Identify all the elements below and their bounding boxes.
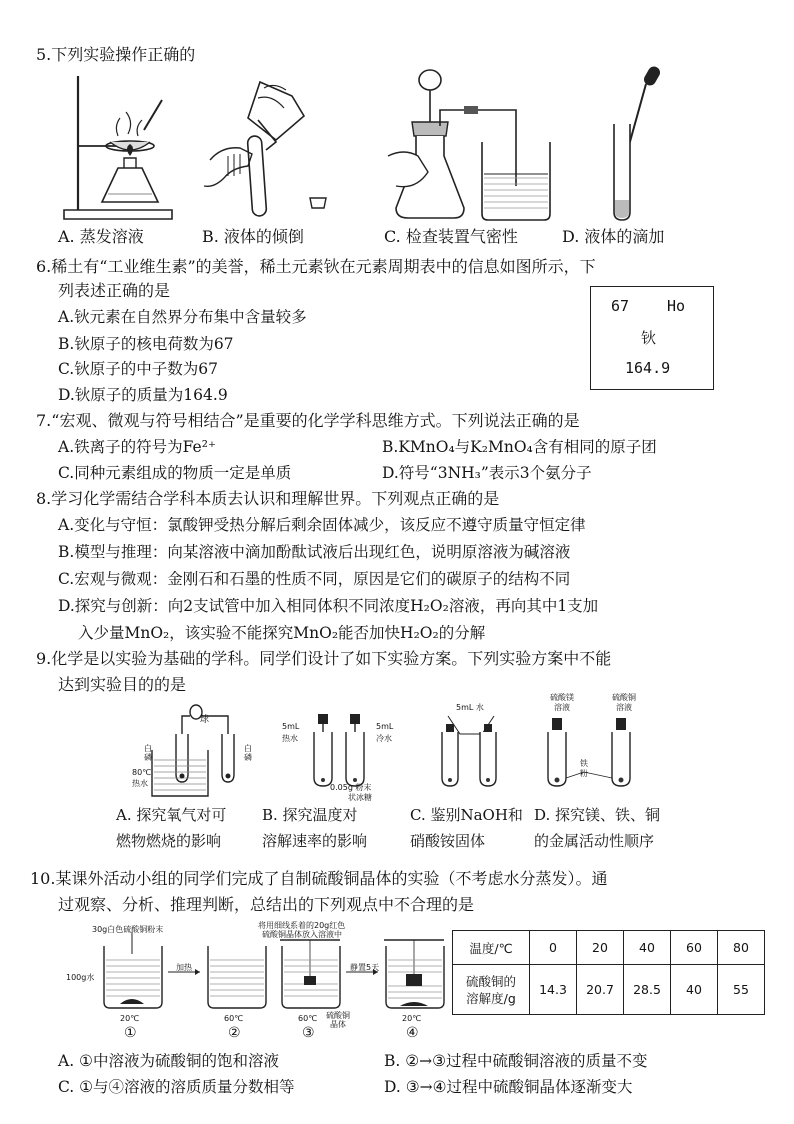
element-name: 钬: [641, 329, 657, 347]
q9d-cuso4-line2: 溶液: [616, 703, 632, 712]
q6-stem-line2: 列表述正确的是: [58, 281, 171, 300]
q6-option-a: A.钬元素在自然界分布集中含量较多: [58, 308, 307, 326]
q9-stem-line2: 达到实验目的的是: [58, 675, 187, 694]
airtightness-illustration: [384, 66, 554, 224]
dropper-illustration: [604, 64, 664, 224]
element-info-box: [590, 286, 714, 390]
q5-option-b: B. 液体的倾倒: [202, 227, 304, 246]
q8-option-c: C.宏观与微观：金刚石和石墨的性质不同，原因是它们的碳原子的结构不同: [58, 570, 571, 588]
q5-option-d: D. 液体的滴加: [562, 227, 665, 246]
solubility-header-line2: 溶解度/g: [466, 990, 516, 1006]
q7-option-b: B.KMnO₄与K₂MnO₄含有相同的原子团: [382, 438, 657, 456]
q6-option-c: C.钬原子的中子数为67: [58, 360, 218, 378]
q9d-cuso4-line1: 硫酸铜: [612, 693, 636, 702]
q9b-5ml-hot: 5mL: [282, 722, 300, 731]
q9b-cold-water: 冷水: [376, 734, 392, 743]
solubility-table: [452, 930, 765, 1015]
temp-cell: 80: [718, 931, 765, 965]
solubility-cell: 14.3: [530, 965, 577, 1015]
q9c-5ml-water: 5mL 水: [456, 703, 484, 712]
q9b-dissolving-illustration: [300, 712, 380, 792]
atomic-mass: 164.9: [625, 359, 671, 377]
q9d-iron-line2: 粉: [580, 769, 588, 778]
temperature-header: 温度/℃: [453, 931, 530, 965]
q10-temp-4: 20℃: [402, 1014, 422, 1023]
q10-hang-label-line2: 硫酸铜晶体放入溶液中: [262, 930, 342, 939]
q7-stem: 7.“宏观、微观与符号相结合”是重要的化学学科思维方式。下列说法正确的是: [36, 411, 580, 430]
q9a-combustion-illustration: [144, 700, 254, 800]
q5-option-a: A. 蒸发溶液: [58, 227, 144, 246]
temp-cell: 40: [624, 931, 671, 965]
solubility-cell: 20.7: [577, 965, 624, 1015]
q10-option-b: B. ②→③过程中硫酸铜溶液的质量不变: [384, 1052, 648, 1070]
q10-step-4: ④: [406, 1025, 419, 1041]
q6-stem-line1: 6.稀土有“工业维生素”的美誉，稀土元素钬在元素周期表中的信息如图所示，下: [36, 257, 596, 276]
q10-option-d: D. ③→④过程中硫酸铜晶体逐渐变大: [384, 1078, 633, 1096]
solubility-cell: 55: [718, 965, 765, 1015]
q10-crystal-label-line1: 硫酸铜: [326, 1011, 350, 1020]
q8-option-d-line2: 入少量MnO₂，该实验不能探究MnO₂能否加快H₂O₂的分解: [78, 624, 486, 642]
q9b-sugar-line2: 状冰糖: [348, 793, 372, 802]
q8-option-d: D.探究与创新：向2支试管中加入相同体积不同浓度H₂O₂溶液，再向其中1支加: [58, 597, 599, 615]
q10-temp-1: 20℃: [120, 1014, 140, 1023]
atomic-number: 67: [611, 297, 630, 315]
q5-option-c: C. 检查装置气密性: [384, 227, 518, 246]
solubility-cell: 40: [671, 965, 718, 1015]
q9d-iron-line1: 铁: [580, 759, 588, 768]
q9a-white-phosphorus-left: 白磷: [144, 744, 152, 762]
q10-water-label: 100g水: [66, 973, 95, 982]
q9c-identify-illustration: [436, 712, 506, 792]
q5-stem: 5.下列实验操作正确的: [36, 45, 196, 64]
q9-caption-b-line1: B. 探究温度对: [262, 806, 358, 824]
solubility-header-line1: 硫酸铜的: [465, 973, 516, 989]
q7-option-c: C.同种元素组成的物质一定是单质: [58, 464, 292, 482]
q10-option-c: C. ①与④溶液的溶质质量分数相等: [58, 1078, 295, 1096]
q10-stem-line1: 10.某课外活动小组的同学们完成了自制硫酸铜晶体的实验（不考虑水分蒸发）。通: [30, 869, 608, 888]
q9-caption-d-line1: D. 探究镁、铁、铜: [534, 806, 661, 824]
q9a-ball-label: 球: [200, 715, 210, 725]
q10-crystal-label-line2: 晶体: [330, 1020, 346, 1029]
element-symbol: Ho: [667, 297, 686, 315]
q7-option-d: D.符号“3NH₃”表示3个氨分子: [382, 464, 592, 482]
q8-option-a: A.变化与守恒：氯酸钾受热分解后剩余固体减少，该反应不遵守质量守恒定律: [58, 516, 586, 534]
q9a-water-temp: 80℃: [132, 768, 152, 777]
q9-caption-c-line2: 硝酸铵固体: [410, 832, 486, 850]
evaporation-illustration: [58, 72, 178, 224]
q9d-mgso4-line1: 硫酸镁: [550, 693, 574, 702]
q9a-white-phosphorus-right: 白磷: [244, 744, 252, 762]
solubility-cell: 28.5: [624, 965, 671, 1015]
q8-option-b: B.模型与推理：向某溶液中滴加酚酞试液后出现红色，说明原溶液为碱溶液: [58, 543, 571, 561]
q6-option-b: B.钬原子的核电荷数为67: [58, 335, 234, 353]
q9d-metal-activity-illustration: [540, 712, 650, 792]
pouring-illustration: [200, 72, 340, 224]
q10-powder-label: 30g白色硫酸铜粉末: [92, 925, 164, 934]
q10-option-a: A. ①中溶液为硫酸铜的饱和溶液: [58, 1052, 279, 1070]
temp-cell: 20: [577, 931, 624, 965]
q9-caption-b-line2: 溶解速率的影响: [262, 832, 368, 850]
solubility-header: [453, 965, 530, 1015]
q9-caption-a-line2: 燃物燃烧的影响: [116, 832, 222, 850]
q9-caption-d-line2: 的金属活动性顺序: [534, 832, 655, 850]
q9a-hot-water: 热水: [132, 779, 148, 788]
q9-caption-c-line1: C. 鉴别NaOH和: [410, 806, 523, 824]
q10-crystal-experiment-illustration: [96, 930, 446, 1016]
q10-step-3: ③: [302, 1025, 315, 1041]
q10-temp-2: 60℃: [224, 1014, 244, 1023]
q10-step-2: ②: [228, 1025, 241, 1041]
q6-option-d: D.钬原子的质量为164.9: [58, 386, 228, 404]
q10-step-1: ①: [124, 1025, 137, 1041]
q10-stand-label: 静置5天: [350, 963, 380, 972]
table-row: [453, 931, 765, 965]
q10-stem-line2: 过观察、分析、推理判断，总结出的下列观点中不合理的是: [58, 895, 475, 914]
q9-stem-line1: 9.化学是以实验为基础的学科。同学们设计了如下实验方案。下列实验方案中不能: [36, 649, 612, 668]
q8-stem: 8.学习化学需结合学科本质去认识和理解世界。下列观点正确的是: [36, 489, 500, 508]
temp-cell: 0: [530, 931, 577, 965]
q9-caption-a-line1: A. 探究氧气对可: [116, 806, 227, 824]
q10-hang-label-line1: 将用细线系着的20g红色: [258, 921, 346, 930]
q9b-sugar-line1: 0.05g 粉末: [330, 783, 372, 792]
q10-temp-3: 60℃: [298, 1014, 318, 1023]
table-row: [453, 965, 765, 1015]
q9b-hot-water: 热水: [282, 734, 298, 743]
q9b-5ml-cold: 5mL: [376, 722, 394, 731]
q7-option-a: A.铁离子的符号为Fe²⁺: [58, 438, 217, 456]
q9d-mgso4-line2: 溶液: [554, 703, 570, 712]
q10-heat-label: 加热: [176, 963, 192, 972]
temp-cell: 60: [671, 931, 718, 965]
